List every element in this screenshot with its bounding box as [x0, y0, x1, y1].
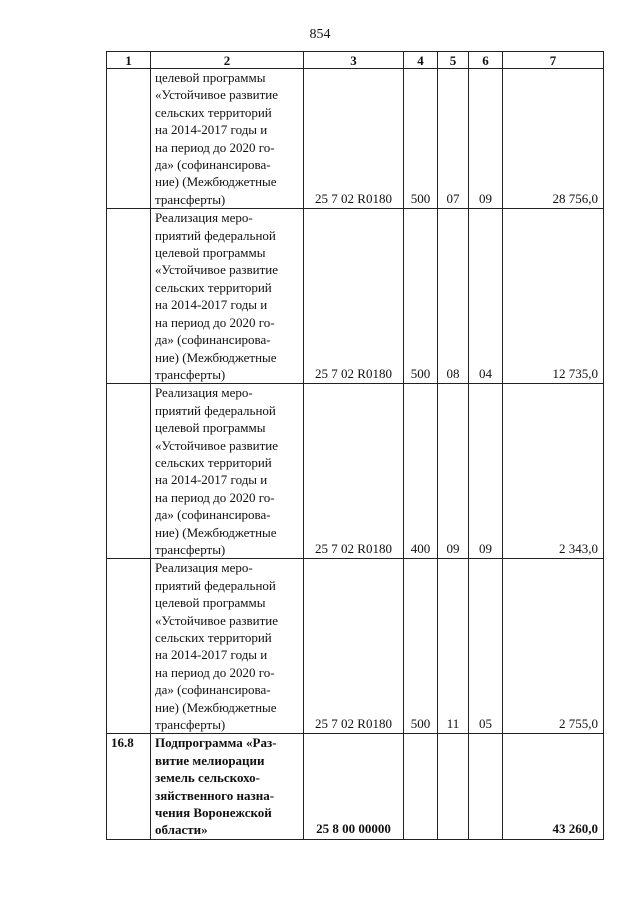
subsection-code-cell: 05 [469, 559, 503, 734]
subsection-code-cell: 04 [469, 209, 503, 384]
row-number-cell [107, 559, 151, 734]
expense-type-cell [404, 734, 438, 839]
description-line: области» [155, 822, 208, 838]
expense-type-cell: 500 [404, 209, 438, 384]
target-article-code-cell: 25 8 00 00000 [304, 734, 404, 839]
column-header-3: 3 [304, 52, 404, 69]
target-article-code-cell: 25 7 02 R0180 [304, 69, 404, 209]
expense-type-cell: 500 [404, 559, 438, 734]
description-line: да» (софинансирова- [155, 682, 271, 698]
description-line: трансферты) [155, 541, 226, 557]
description-line: сельских территорий [155, 279, 272, 295]
description-line: на период до 2020 го- [155, 489, 275, 505]
target-article-code-cell: 25 7 02 R0180 [304, 384, 404, 559]
description-line: на 2014-2017 годы и [155, 122, 268, 138]
description-cell [151, 384, 304, 559]
row-number-cell [107, 384, 151, 559]
description-line: на период до 2020 го- [155, 139, 275, 155]
description-line: да» (софинансирова- [155, 507, 271, 523]
table-row [107, 734, 604, 839]
description-line: ние) (Межбюджетные [155, 699, 277, 715]
description-line: сельских территорий [155, 104, 272, 120]
description-line: «Устойчивое развитие [155, 262, 279, 278]
row-number-cell [107, 69, 151, 209]
subsection-code-cell [469, 734, 503, 839]
table-row [107, 209, 604, 384]
table-row [107, 69, 604, 209]
expense-type-cell: 400 [404, 384, 438, 559]
description-line: витие мелиорации [155, 752, 265, 768]
section-code-cell [438, 734, 469, 839]
section-code-cell: 07 [438, 69, 469, 209]
description-line: трансферты) [155, 366, 226, 382]
table-header-row [107, 52, 604, 69]
description-cell [151, 69, 304, 209]
description-line: на 2014-2017 годы и [155, 647, 268, 663]
section-code-cell: 11 [438, 559, 469, 734]
description-line: целевой программы [155, 595, 266, 611]
description-line: на период до 2020 го- [155, 664, 275, 680]
description-line: Реализация меро- [155, 560, 253, 576]
description-line: чения Воронежской [155, 805, 272, 821]
description-line: ние) (Межбюджетные [155, 524, 277, 540]
description-line: зяйственного назна- [155, 787, 275, 803]
column-header-6: 6 [469, 52, 503, 69]
description-line: на 2014-2017 годы и [155, 297, 268, 313]
column-header-2: 2 [151, 52, 304, 69]
description-line: целевой программы [155, 245, 266, 261]
description-line: Подпрограмма «Раз- [155, 735, 277, 751]
amount-cell: 2 343,0 [503, 384, 604, 559]
description-line: да» (софинансирова- [155, 157, 271, 173]
target-article-code-cell: 25 7 02 R0180 [304, 209, 404, 384]
row-number-cell [107, 209, 151, 384]
amount-cell: 43 260,0 [503, 734, 604, 839]
description-cell [151, 209, 304, 384]
description-line: ние) (Межбюджетные [155, 174, 277, 190]
description-line: «Устойчивое развитие [155, 612, 279, 628]
description-line: на 2014-2017 годы и [155, 472, 268, 488]
description-line: трансферты) [155, 717, 226, 733]
description-line: да» (софинансирова- [155, 332, 271, 348]
subsection-code-cell: 09 [469, 69, 503, 209]
expense-type-cell: 500 [404, 69, 438, 209]
description-line: Реализация меро- [155, 210, 253, 226]
description-line: на период до 2020 го- [155, 314, 275, 330]
budget-table [106, 51, 604, 840]
description-line: трансферты) [155, 191, 226, 207]
description-line: приятий федеральной [155, 227, 276, 243]
section-code-cell: 09 [438, 384, 469, 559]
description-line: целевой программы [155, 420, 266, 436]
section-code-cell: 08 [438, 209, 469, 384]
row-number-cell: 16.8 [107, 734, 151, 839]
column-header-5: 5 [438, 52, 469, 69]
description-line: сельских территорий [155, 630, 272, 645]
description-line: «Устойчивое развитие [155, 87, 279, 103]
description-line: земель сельскохо- [155, 770, 261, 786]
table-row [107, 559, 604, 734]
description-line: «Устойчивое развитие [155, 437, 279, 453]
description-cell [151, 734, 304, 839]
description-line: приятий федеральной [155, 402, 276, 418]
description-line: Реализация меро- [155, 385, 253, 401]
column-header-7: 7 [503, 52, 604, 69]
column-header-1: 1 [107, 52, 151, 69]
description-cell [151, 559, 304, 734]
table-row [107, 384, 604, 559]
amount-cell: 28 756,0 [503, 69, 604, 209]
subsection-code-cell: 09 [469, 384, 503, 559]
description-line: ние) (Межбюджетные [155, 349, 277, 365]
description-line: приятий федеральной [155, 577, 276, 593]
amount-cell: 2 755,0 [503, 559, 604, 734]
description-line: целевой программы [155, 70, 266, 85]
page-number: 854 [309, 27, 331, 42]
description-line: сельских территорий [155, 454, 272, 470]
column-header-4: 4 [404, 52, 438, 69]
target-article-code-cell: 25 7 02 R0180 [304, 559, 404, 734]
amount-cell: 12 735,0 [503, 209, 604, 384]
